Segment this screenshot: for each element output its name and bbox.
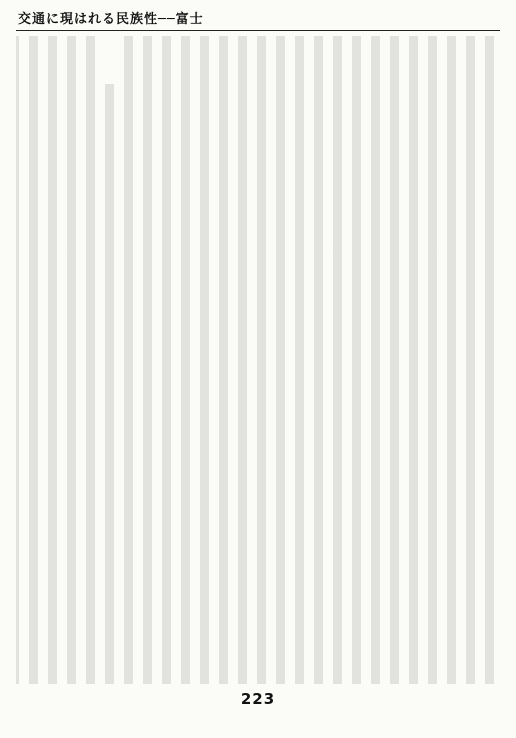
- paragraph-indent: [101, 36, 120, 84]
- running-header: 交通に現はれる民族性──富士: [18, 12, 204, 27]
- page-number: 223: [240, 690, 276, 708]
- header-rule: [16, 30, 500, 31]
- body-text-columns: [16, 36, 500, 684]
